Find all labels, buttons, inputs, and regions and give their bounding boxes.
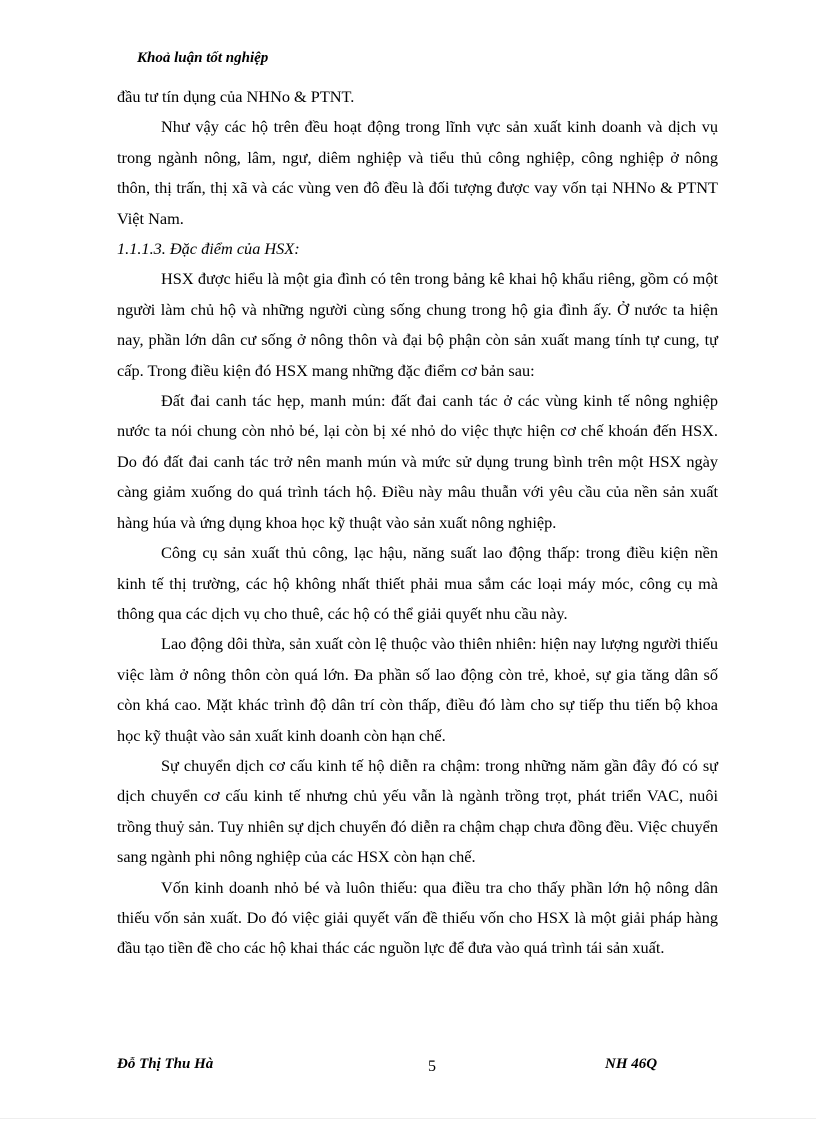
- section-heading: 1.1.1.3. Đặc điểm của HSX:: [117, 239, 300, 259]
- body-text: [117, 82, 718, 964]
- paragraph-continuation: đầu tư tín dụng của NHNo & PTNT.: [117, 87, 355, 106]
- paragraph: Lao động dôi thừa, sản xuất còn lệ thuộc vào thiên nhiên: hiện nay lượng người thiếu việc làm ở nông thôn còn quá lớn. Đa phần số lao động còn trẻ, khoẻ, sự gia tăng dân số còn khá cao. Mặt khác trình độ dân trí còn thấp, điều đó làm cho sự tiếp thu tiến bộ khoa học kỹ thuật vào sản xuất kinh doanh còn hạn chế.: [117, 634, 718, 745]
- paragraph: HSX được hiểu là một gia đình có tên trong bảng kê khai hộ khẩu riêng, gồm có một người làm chủ hộ và những người cùng sống chung trong hộ gia đình ấy. Ở nước ta hiện nay, phần lớn dân cư sống ở nông thôn và đại bộ phận còn sản xuất mang tính tự cung, tự cấp. Trong điều kiện đó HSX mang những đặc điểm cơ bản sau:: [117, 269, 718, 380]
- paragraph: Công cụ sản xuất thủ công, lạc hậu, năng suất lao động thấp: trong điều kiện nền kinh tế thị trường, các hộ không nhất thiết phải mua sắm các loại máy móc, công cụ mà thông qua các dịch vụ cho thuê, các hộ có thể giải quyết nhu cầu này.: [117, 543, 718, 623]
- running-header: Khoả luận tốt nghiệp: [137, 50, 269, 66]
- paragraph: Sự chuyển dịch cơ cấu kinh tế hộ diễn ra chậm: trong những năm gần đây đó có sự dịch chuyển cơ cấu kinh tế nhưng chủ yếu vẫn là ngành trồng trọt, phát triển VAC, nuôi trồng thuỷ sản. Tuy nhiên sự dịch chuyển đó diễn ra chậm chạp chưa đồng đều. Việc chuyển sang ngành phi nông nghiệp của các HSX còn hạn chế.: [117, 755, 719, 867]
- paragraph: Vốn kinh doanh nhỏ bé và luôn thiếu: qua điều tra cho thấy phần lớn hộ nông dân thiếu vốn sản xuất. Do đó việc giải quyết vấn đề thiếu vốn cho HSX là một giải pháp hàng đầu tạo tiền đề cho các hộ khai thác các nguồn lực để đưa vào quá trình tái sản xuất.: [117, 877, 718, 958]
- footer-code: NH 46Q: [605, 1056, 658, 1072]
- footer-author: Đỗ Thị Thu Hà: [117, 1056, 214, 1072]
- page-number: 5: [428, 1058, 436, 1075]
- paragraph: Đất đai canh tác hẹp, manh mún: đất đai canh tác ở các vùng kinh tế nông nghiệp nước ta nói chung còn nhỏ bé, lại còn bị xé nhỏ do việc thực hiện cơ chế khoán đến HSX. Do đó đất đai canh tác trở nên manh mún và mức sử dụng trung bình trên một HSX ngày càng giảm xuống do quá trình tách hộ. Điều này mâu thuẫn với yêu cầu của nền sản xuất hàng húa và ứng dụng khoa học kỹ thuật vào sản xuất nông nghiệp.: [117, 391, 718, 532]
- page-footer: [0, 1056, 816, 1080]
- page-bottom-divider: [0, 1118, 816, 1119]
- paragraph: Như vậy các hộ trên đều hoạt động trong lĩnh vực sản xuất kinh doanh và dịch vụ trong ngành nông, lâm, ngư, diêm nghiệp và tiểu thủ công nghiệp, công nghiệp ở nông thôn, thị trấn, thị xã và các vùng ven đô đều là đối tượng được vay vốn tại NHNo & PTNT Việt Nam.: [117, 117, 718, 228]
